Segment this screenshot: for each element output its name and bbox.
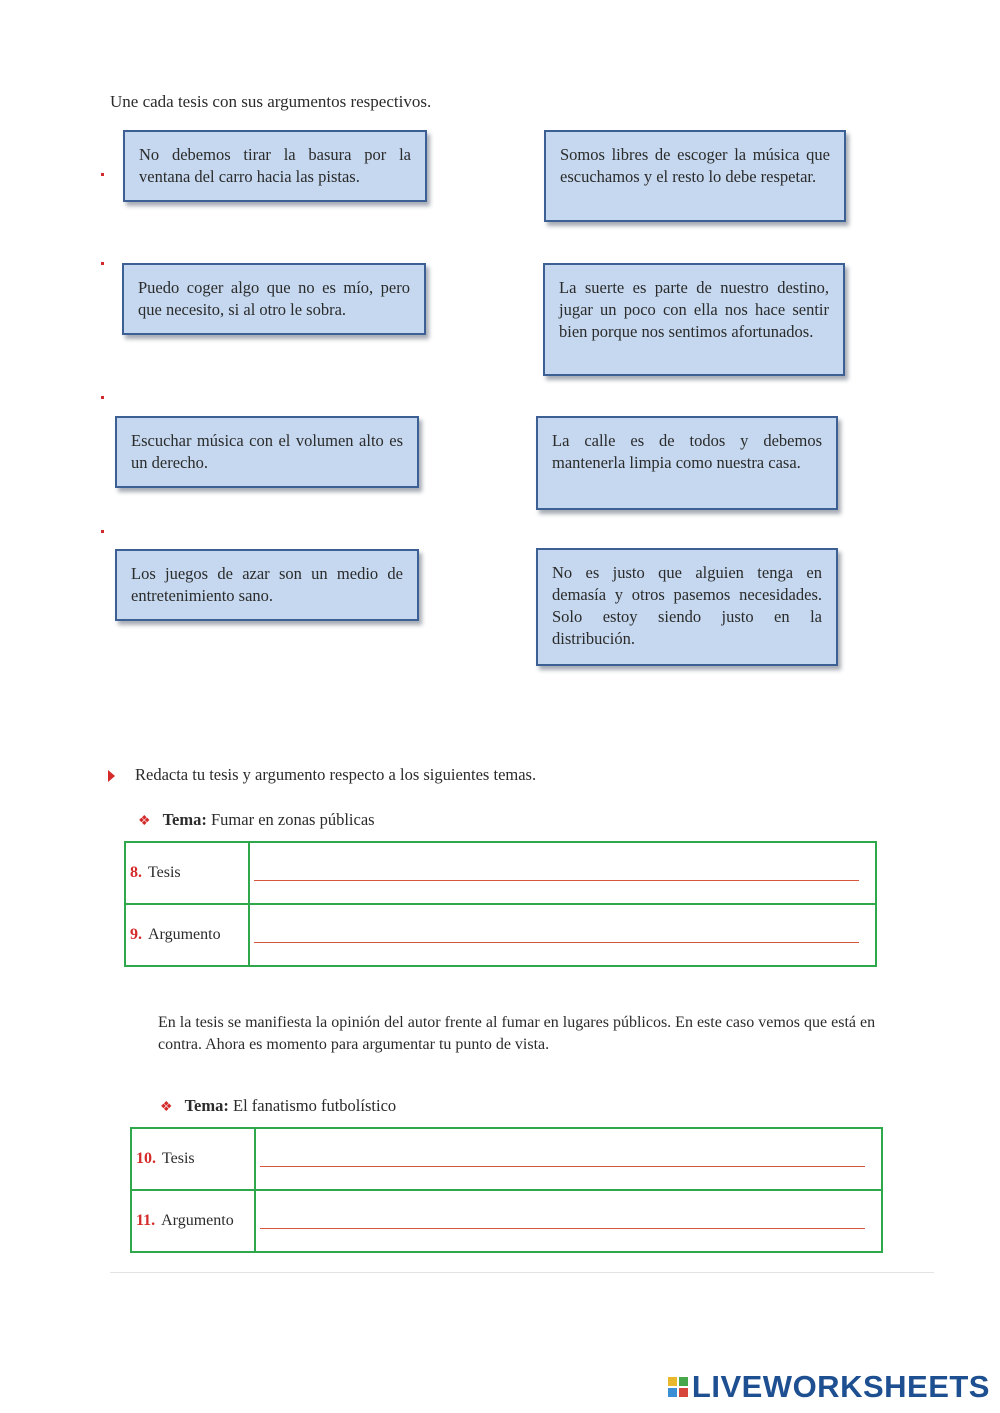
write-instruction: Redacta tu tesis y argumento respecto a los siguientes temas. [135,765,537,784]
explanation-paragraph: En la tesis se manifiesta la opinión del autor frente al fumar en lugares públicos. En este caso vemos que está en contra. Ahora es momento para argumentar tu punto de vista. [158,1014,876,1053]
thesis-card-4[interactable]: Los juegos de azar son un medio de entretenimiento sano. [115,549,419,621]
topic-label: Tema: [162,810,207,829]
topic-1-heading [138,810,375,830]
topic-title: Fumar en zonas públicas [211,810,375,829]
argument-card-3[interactable]: La calle es de todos y debemos mantenerla limpia como nuestra casa. [536,416,838,510]
row-label: 8. Tesis [125,842,249,904]
diamond-bullet-icon: ❖ [160,1100,173,1115]
argument-card-2[interactable]: La suerte es parte de nuestro destino, jugar un poco con ella nos hace sentir bien porque nos sentimos afortunados. [543,263,845,376]
thesis-card-2[interactable]: Puedo coger algo que no es mío, pero que necesito, si al otro le sobra. [122,263,426,335]
logo-text: LIVEWORKSHEETS [691,1369,990,1404]
instruction-text: Une cada tesis con sus argumentos respectivos. [110,92,432,111]
topic-title: El fanatismo futbolístico [233,1096,397,1115]
topic-2-heading [160,1096,396,1116]
match-dot[interactable] [101,530,104,533]
divider [110,1272,934,1273]
argumento-9-answer-field[interactable] [249,904,876,966]
bullet-arrow-icon [108,770,115,782]
match-dot[interactable] [101,262,104,265]
match-dot[interactable] [101,396,104,399]
argument-card-4[interactable]: No es justo que alguien tenga en demasía y otros pasemos necesidades. Solo estoy siendo justo en la distribución. [536,548,838,666]
liveworksheets-logo [668,1369,990,1405]
match-dot[interactable] [101,173,104,176]
logo-grid-icon [668,1377,688,1397]
topic-label: Tema: [184,1096,229,1115]
thesis-card-3[interactable]: Escuchar música con el volumen alto es un derecho. [115,416,419,488]
thesis-card-1[interactable]: No debemos tirar la basura por la ventana del carro hacia las pistas. [123,130,427,202]
row-label: 10. Tesis [131,1128,255,1190]
row-label: 9. Argumento [125,904,249,966]
topic-1-table [124,841,877,967]
row-label: 11. Argumento [131,1190,255,1252]
tesis-10-answer-field[interactable] [255,1128,882,1190]
argumento-11-answer-field[interactable] [255,1190,882,1252]
diamond-bullet-icon: ❖ [138,814,151,829]
argument-card-1[interactable]: Somos libres de escoger la música que escuchamos y el resto lo debe respetar. [544,130,846,222]
topic-2-table [130,1127,883,1253]
tesis-8-answer-field[interactable] [249,842,876,904]
